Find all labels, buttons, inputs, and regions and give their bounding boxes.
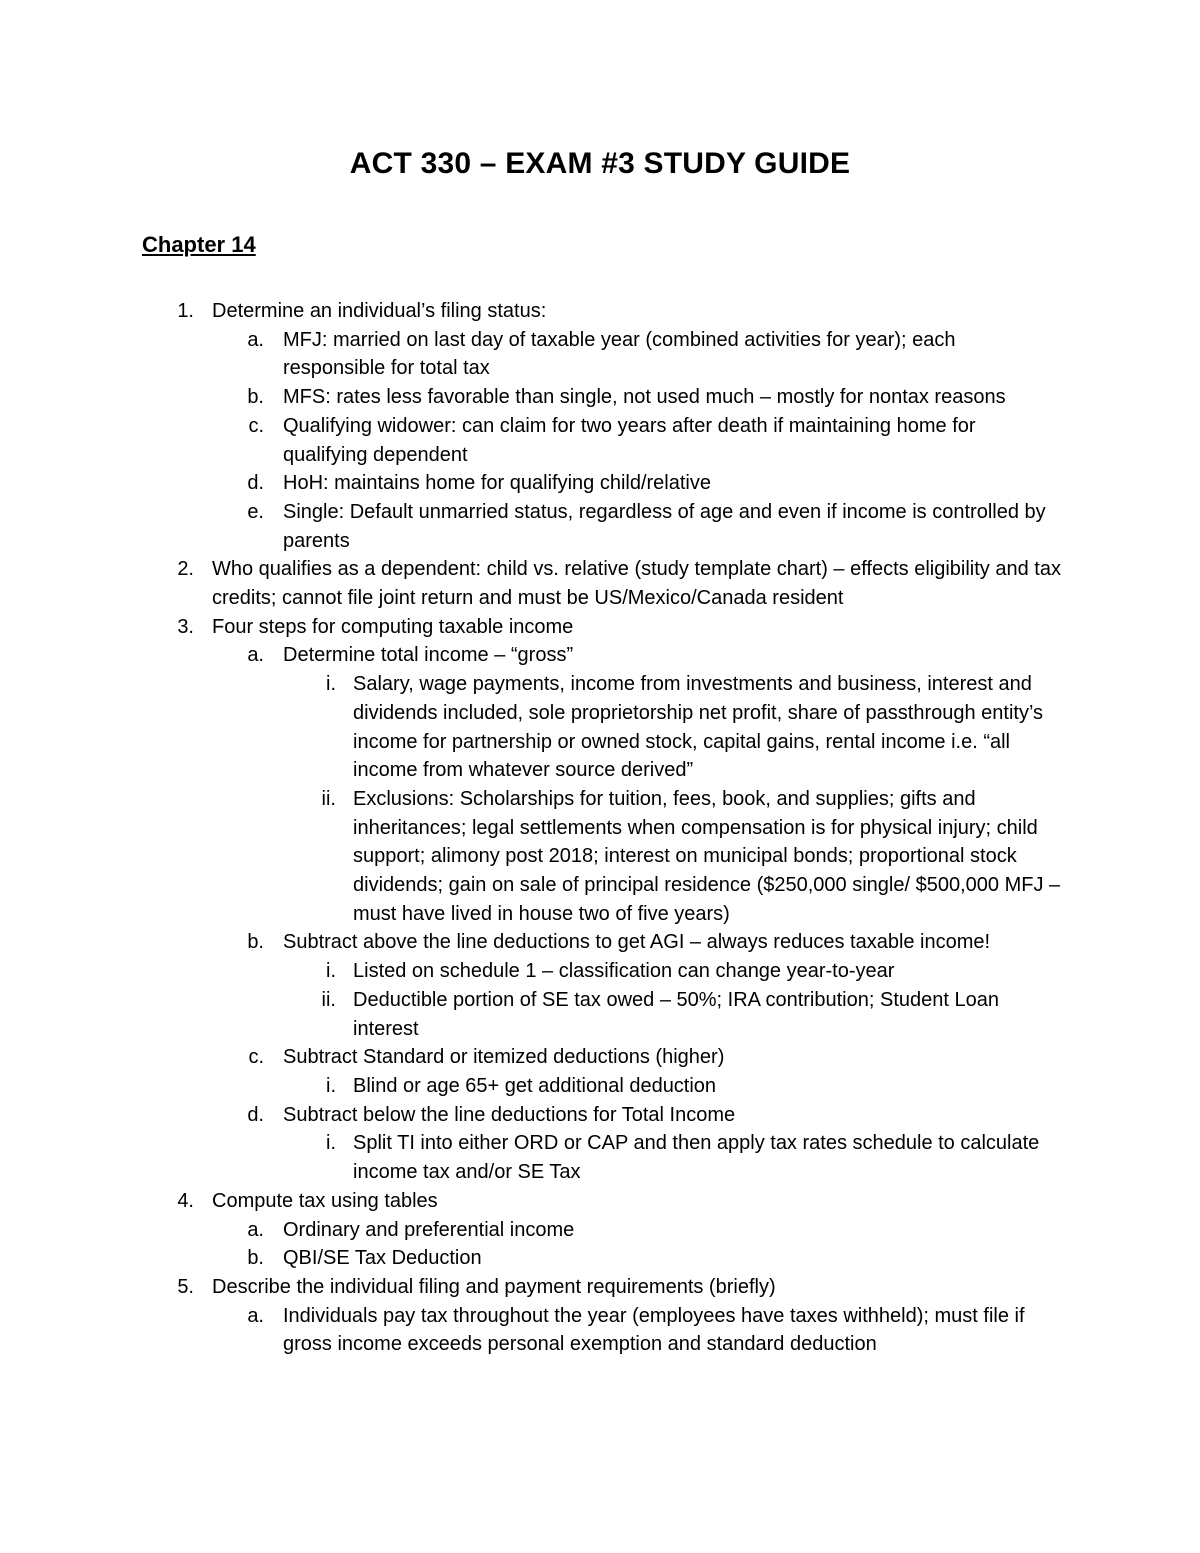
- item-text: Subtract Standard or itemized deductions (higher): [283, 1046, 725, 1069]
- item-letter: a.: [247, 1304, 264, 1327]
- chapter-heading: Chapter 14: [142, 232, 256, 257]
- outline-item-4: [0, 1187, 1200, 1216]
- document-title: ACT 330 – EXAM #3 STUDY GUIDE: [349, 147, 851, 180]
- outline-item-3a-ii: [0, 785, 1200, 929]
- outline-item-3c-i: [0, 1072, 1200, 1101]
- outline-item-1c: [0, 412, 1200, 469]
- item-number: 3.: [177, 615, 194, 638]
- item-roman: i.: [326, 960, 336, 983]
- item-text: HoH: maintains home for qualifying child/relative: [283, 472, 711, 495]
- item-text: MFS: rates less favorable than single, not used much – mostly for nontax reasons: [283, 386, 1006, 409]
- item-text: Exclusions: Scholarships for tuition, fees, book, and supplies; gifts and inheritances; legal settlements when compensation is for physical injury; child support; alimony post 2018; interest on municipal bonds; proportional stock dividends; gain on sale of principal residence ($250,000 single/ $500,000 MFJ – must have lived in house two of five years): [353, 787, 1061, 925]
- item-text: Individuals pay tax throughout the year (employees have taxes withheld); must file if gross income exceeds personal exemption and standard deduction: [283, 1304, 1025, 1356]
- outline-item-3d-i: [0, 1129, 1200, 1186]
- outline-item-3d: [0, 1101, 1200, 1130]
- item-text: Split TI into either ORD or CAP and then apply tax rates schedule to calculate income tax and/or SE Tax: [353, 1132, 1040, 1184]
- item-letter: d.: [247, 1103, 264, 1126]
- item-roman: i.: [326, 1132, 336, 1155]
- item-letter: b.: [247, 386, 264, 409]
- study-outline: [0, 297, 1200, 1359]
- item-text: Qualifying widower: can claim for two years after death if maintaining home for qualifying dependent: [283, 414, 976, 466]
- item-letter: d.: [247, 472, 264, 495]
- item-text: Salary, wage payments, income from investments and business, interest and dividends included, sole proprietorship net profit, share of passthrough entity’s income for partnership or owned stock, capital gains, rental income i.e. “all income from whatever source derived”: [353, 673, 1044, 782]
- outline-item-3a-i: [0, 670, 1200, 785]
- item-text: Listed on schedule 1 – classification can change year-to-year: [353, 960, 895, 983]
- item-text: Determine an individual’s filing status:: [212, 300, 547, 322]
- item-letter: b.: [247, 931, 264, 954]
- outline-item-3a: [0, 641, 1200, 670]
- item-roman: ii.: [321, 988, 336, 1011]
- item-text: Subtract above the line deductions to get AGI – always reduces taxable income!: [283, 931, 991, 954]
- item-roman: ii.: [321, 787, 336, 810]
- outline-item-1: [0, 297, 1200, 326]
- item-letter: b.: [247, 1247, 264, 1270]
- item-letter: a.: [247, 328, 264, 351]
- item-text: Describe the individual filing and payment requirements (briefly): [212, 1275, 776, 1298]
- item-number: 5.: [177, 1275, 194, 1298]
- item-letter: a.: [247, 1218, 264, 1241]
- item-text: Deductible portion of SE tax owed – 50%; IRA contribution; Student Loan interest: [353, 988, 999, 1040]
- outline-item-4a: [0, 1216, 1200, 1245]
- outline-item-1b: [0, 383, 1200, 412]
- outline-item-1d: [0, 469, 1200, 498]
- item-text: Who qualifies as a dependent: child vs. relative (study template chart) – effects eligibility and tax credits; cannot file joint return and must be US/Mexico/Canada resident: [212, 558, 1061, 610]
- outline-item-3b-ii: [0, 986, 1200, 1043]
- outline-item-3c: [0, 1043, 1200, 1072]
- item-number: 4.: [177, 1189, 194, 1212]
- outline-item-4b: [0, 1244, 1200, 1273]
- item-roman: i.: [326, 1074, 336, 1097]
- item-text: Determine total income – “gross”: [283, 644, 574, 667]
- item-text: Compute tax using tables: [212, 1189, 438, 1212]
- item-text: QBI/SE Tax Deduction: [283, 1247, 482, 1270]
- item-number: 1.: [177, 300, 194, 322]
- item-number: 2.: [177, 558, 194, 581]
- item-text: Single: Default unmarried status, regardless of age and even if income is controlled by parents: [283, 500, 1046, 552]
- item-letter: a.: [247, 644, 264, 667]
- outline-item-1e: [0, 498, 1200, 555]
- item-text: MFJ: married on last day of taxable year (combined activities for year); each responsible for total tax: [283, 328, 956, 380]
- item-text: Four steps for computing taxable income: [212, 615, 574, 638]
- outline-item-3: [0, 613, 1200, 642]
- item-roman: i.: [326, 673, 336, 696]
- outline-item-2: [0, 555, 1200, 612]
- item-letter: e.: [247, 500, 264, 523]
- outline-item-5a: [0, 1302, 1200, 1359]
- outline-item-3b: [0, 928, 1200, 957]
- item-letter: c.: [248, 414, 264, 437]
- outline-item-1a: [0, 326, 1200, 383]
- item-text: Ordinary and preferential income: [283, 1218, 575, 1241]
- item-text: Blind or age 65+ get additional deduction: [353, 1074, 717, 1097]
- outline-item-5: [0, 1273, 1200, 1302]
- item-letter: c.: [248, 1046, 264, 1069]
- item-text: Subtract below the line deductions for Total Income: [283, 1103, 736, 1126]
- outline-item-3b-i: [0, 957, 1200, 986]
